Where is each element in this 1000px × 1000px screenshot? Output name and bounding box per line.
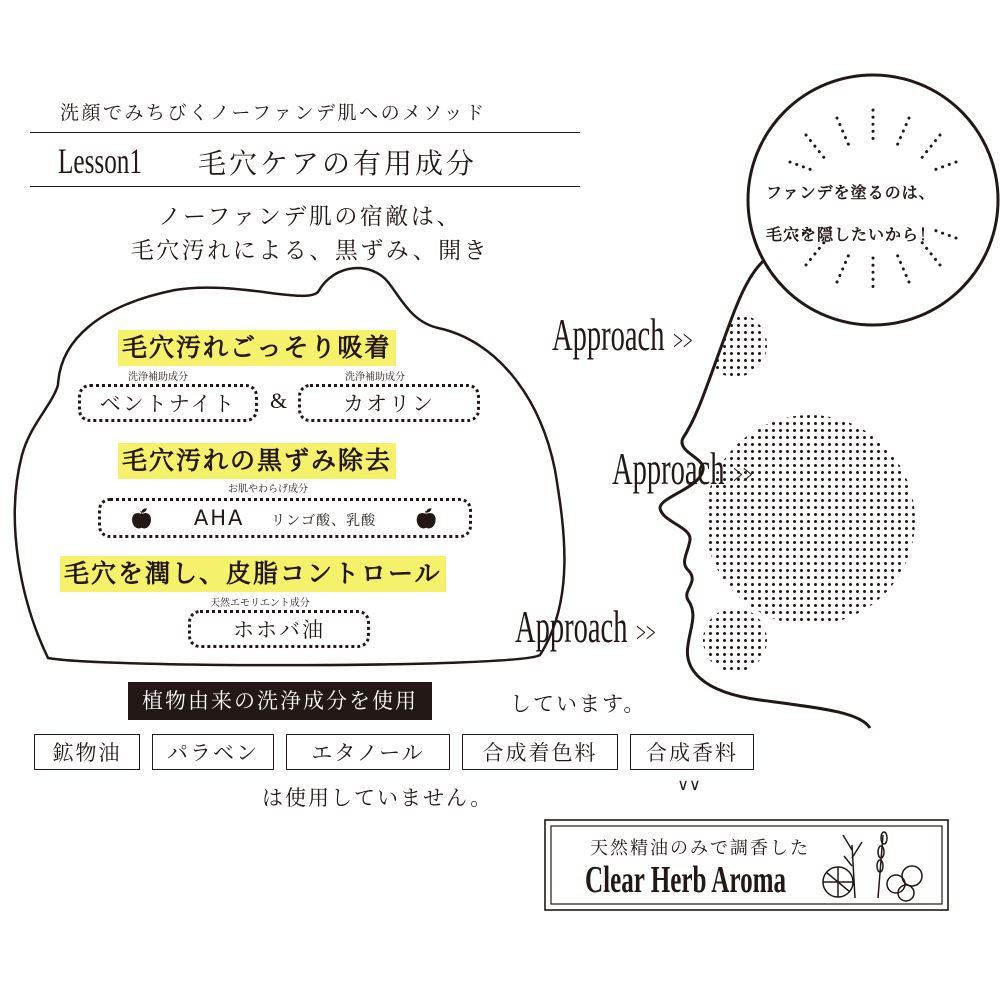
approach-text: Approach <box>612 443 725 494</box>
aha-label: AHA <box>193 506 245 530</box>
free-of-ethanol: エタノール <box>286 734 450 770</box>
herb-illustration-icon <box>823 832 922 901</box>
ingredient-caption: 洗浄補助成分 <box>345 372 405 383</box>
apple-icon: 🍎︎ <box>129 506 157 530</box>
ingredient-caption: 洗浄補助成分 <box>128 372 188 383</box>
approach-text: Approach <box>552 309 665 360</box>
ingredient-aha <box>98 498 472 538</box>
free-of-mineral-oil: 鉱物油 <box>34 734 140 770</box>
lead-line-2: 毛穴汚れによる、黒ずみ、開き <box>130 238 490 264</box>
double-chevron-icon: >> <box>733 460 753 491</box>
chevron-down-icon: ∨∨ <box>677 775 701 794</box>
apple-icon: 🍎︎ <box>413 506 441 530</box>
approach-label-3 <box>515 600 656 653</box>
herb-title: Clear Herb Aroma <box>585 859 787 901</box>
section-heading-3: 毛穴を潤し、皮脂コントロール <box>60 556 446 592</box>
plant-derived-banner: 植物由来の洗浄成分を使用 <box>128 682 432 720</box>
ingredient-jojoba: ホホバ油 <box>188 610 370 648</box>
subtitle: 洗顔でみちびくノーファンデ肌へのメソッド <box>60 102 487 124</box>
free-of-paraben: パラベン <box>152 734 274 770</box>
ampersand: & <box>270 388 288 413</box>
dot-circle-3 <box>703 608 767 672</box>
herb-tagline: 天然精油のみで調香した <box>590 838 810 859</box>
ingredient-caption: お肌やわらげ成分 <box>228 484 308 495</box>
section-heading-2: 毛穴汚れの黒ずみ除去 <box>118 443 396 479</box>
approach-label-2 <box>612 442 753 495</box>
free-of-synthetic-colorant: 合成着色料 <box>462 734 618 770</box>
plant-derived-suffix: しています。 <box>510 692 647 716</box>
aha-detail: リンゴ酸、乳酸 <box>271 513 377 529</box>
double-chevron-icon: >> <box>673 326 693 357</box>
bubble-line-2: 毛穴を隠したいから！ <box>766 225 937 244</box>
lesson-title: 毛穴ケアの有用成分 <box>198 147 478 180</box>
double-chevron-icon: >> <box>636 618 656 649</box>
bubble-line-1: ファンデを塗るのは、 <box>766 183 936 202</box>
ingredient-bentonite: ベントナイト <box>78 384 258 422</box>
lead-line-1: ノーファンデ肌の宿敵は、 <box>158 204 462 230</box>
lesson-label: Lesson1 <box>58 141 142 181</box>
approach-label-1 <box>552 308 693 361</box>
ingredient-caption: 天然エモリエント成分 <box>210 598 310 609</box>
section-heading-1: 毛穴汚れごっそり吸着 <box>118 330 396 366</box>
free-of-suffix: は使用していません。 <box>262 786 494 810</box>
free-of-synthetic-fragrance: 合成香料 <box>630 734 754 770</box>
aha-group <box>194 506 376 530</box>
approach-text: Approach <box>515 601 628 652</box>
ingredient-kaolin: カオリン <box>298 384 480 422</box>
